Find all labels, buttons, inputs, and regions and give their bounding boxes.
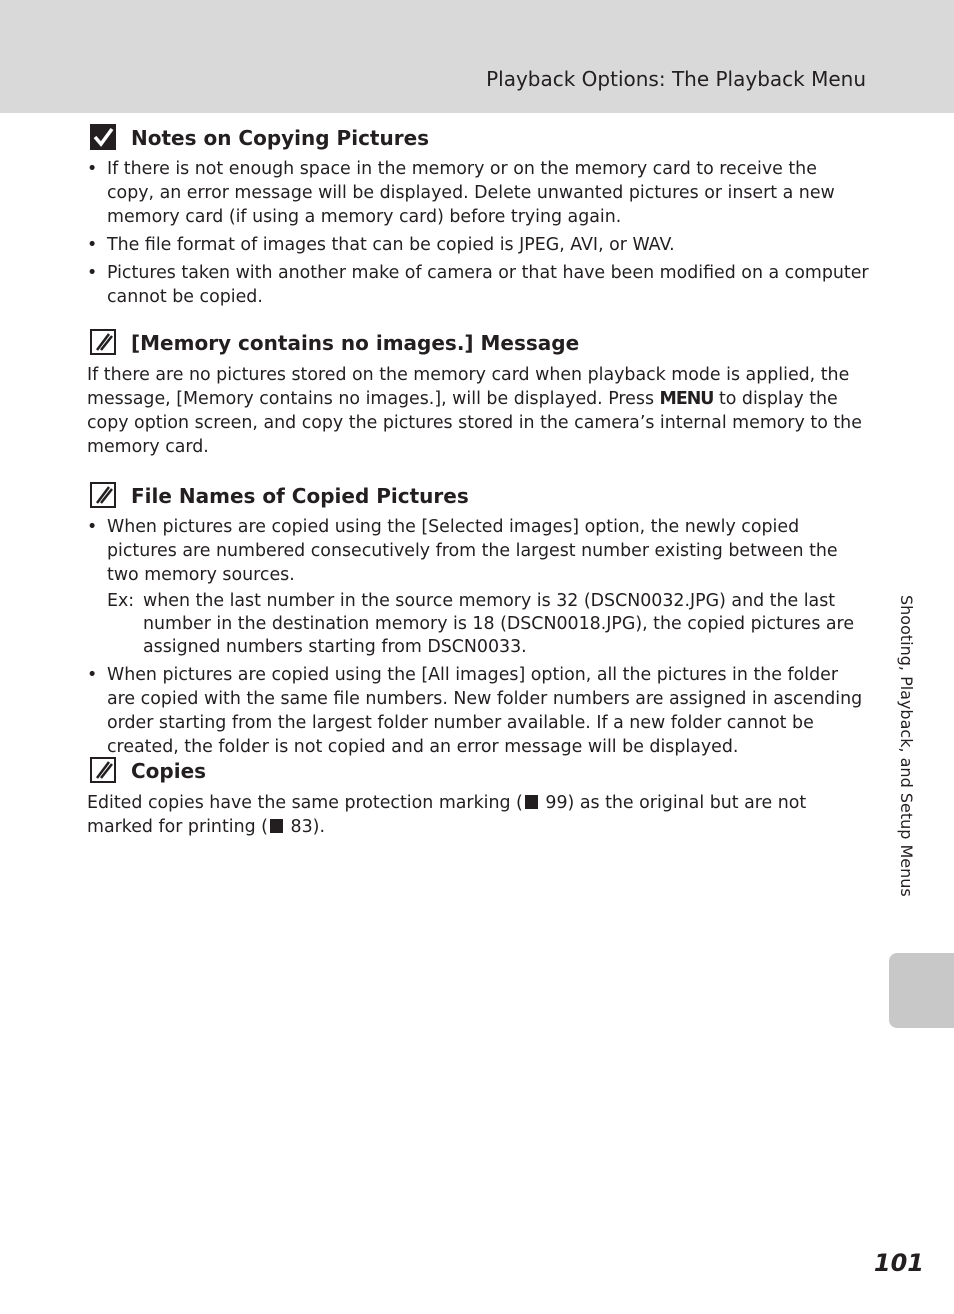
menu-button-icon: MENU bbox=[659, 389, 714, 409]
page-reference-icon bbox=[270, 819, 283, 833]
bullet-item: • Pictures taken with another make of camera or that have been modified on a computer cannot be copied. bbox=[87, 261, 869, 309]
example-text: when the last number in the source memory is 32 (DSCN0032.JPG) and the last number in the destination memory is 18 (DSCN0018.JPG), the copied pictures are assigned numbers starting from DSCN0033. bbox=[143, 591, 855, 657]
bullet-item: • If there is not enough space in the memory or on the memory card to receive the copy, an error message will be displayed. Delete unwanted pictures or insert a new memory card (if using a memory card) before trying again. bbox=[87, 157, 869, 229]
page-number: 101 bbox=[873, 1249, 924, 1277]
example-block bbox=[87, 590, 869, 659]
bullet-item: • When pictures are copied using the [All images] option, all the pictures in the folder are copied with the same file numbers. New folder numbers are assigned in ascending order starting from the largest folder number available. If a new folder cannot be created, the folder is not copied and an error message will be displayed. bbox=[87, 663, 869, 759]
section-paragraph: Edited copies have the same protection marking ( 99) as the original but are not marked for printing ( 83). bbox=[87, 793, 807, 837]
bullet-item: • The file format of images that can be copied is JPEG, AVI, or WAV. bbox=[87, 233, 869, 257]
side-tab-label: Shooting, Playback, and Setup Menus bbox=[897, 595, 916, 897]
page-header-title: Playback Options: The Playback Menu bbox=[486, 67, 866, 91]
pencil-note-icon bbox=[90, 482, 116, 508]
section-title: Notes on Copying Pictures bbox=[131, 126, 430, 150]
section-paragraph: If there are no pictures stored on the memory card when playback mode is applied, the message, [Memory contains no images.], will be displayed. Press MENU to display the copy option screen, and copy the pictures stored in the camera’s internal memory to the memory card. bbox=[87, 365, 862, 457]
pencil-note-icon bbox=[90, 757, 116, 783]
section-title: [Memory contains no images.] Message bbox=[131, 331, 580, 355]
header-band bbox=[0, 0, 954, 113]
bullet-item: • When pictures are copied using the [Selected images] option, the newly copied pictures are numbered consecutively from the largest number existing between the two memory sources. bbox=[87, 515, 869, 587]
section-memory-message bbox=[87, 328, 869, 459]
page-reference-icon bbox=[525, 795, 538, 809]
check-note-icon bbox=[90, 124, 116, 150]
section-title: File Names of Copied Pictures bbox=[131, 484, 469, 508]
section-notes-on-copying bbox=[87, 123, 869, 309]
example-label: Ex: bbox=[107, 591, 135, 611]
side-tab-marker bbox=[889, 953, 954, 1028]
section-copies bbox=[87, 756, 869, 839]
pencil-note-icon bbox=[90, 329, 116, 355]
section-title: Copies bbox=[131, 759, 207, 783]
section-file-names bbox=[87, 481, 869, 759]
